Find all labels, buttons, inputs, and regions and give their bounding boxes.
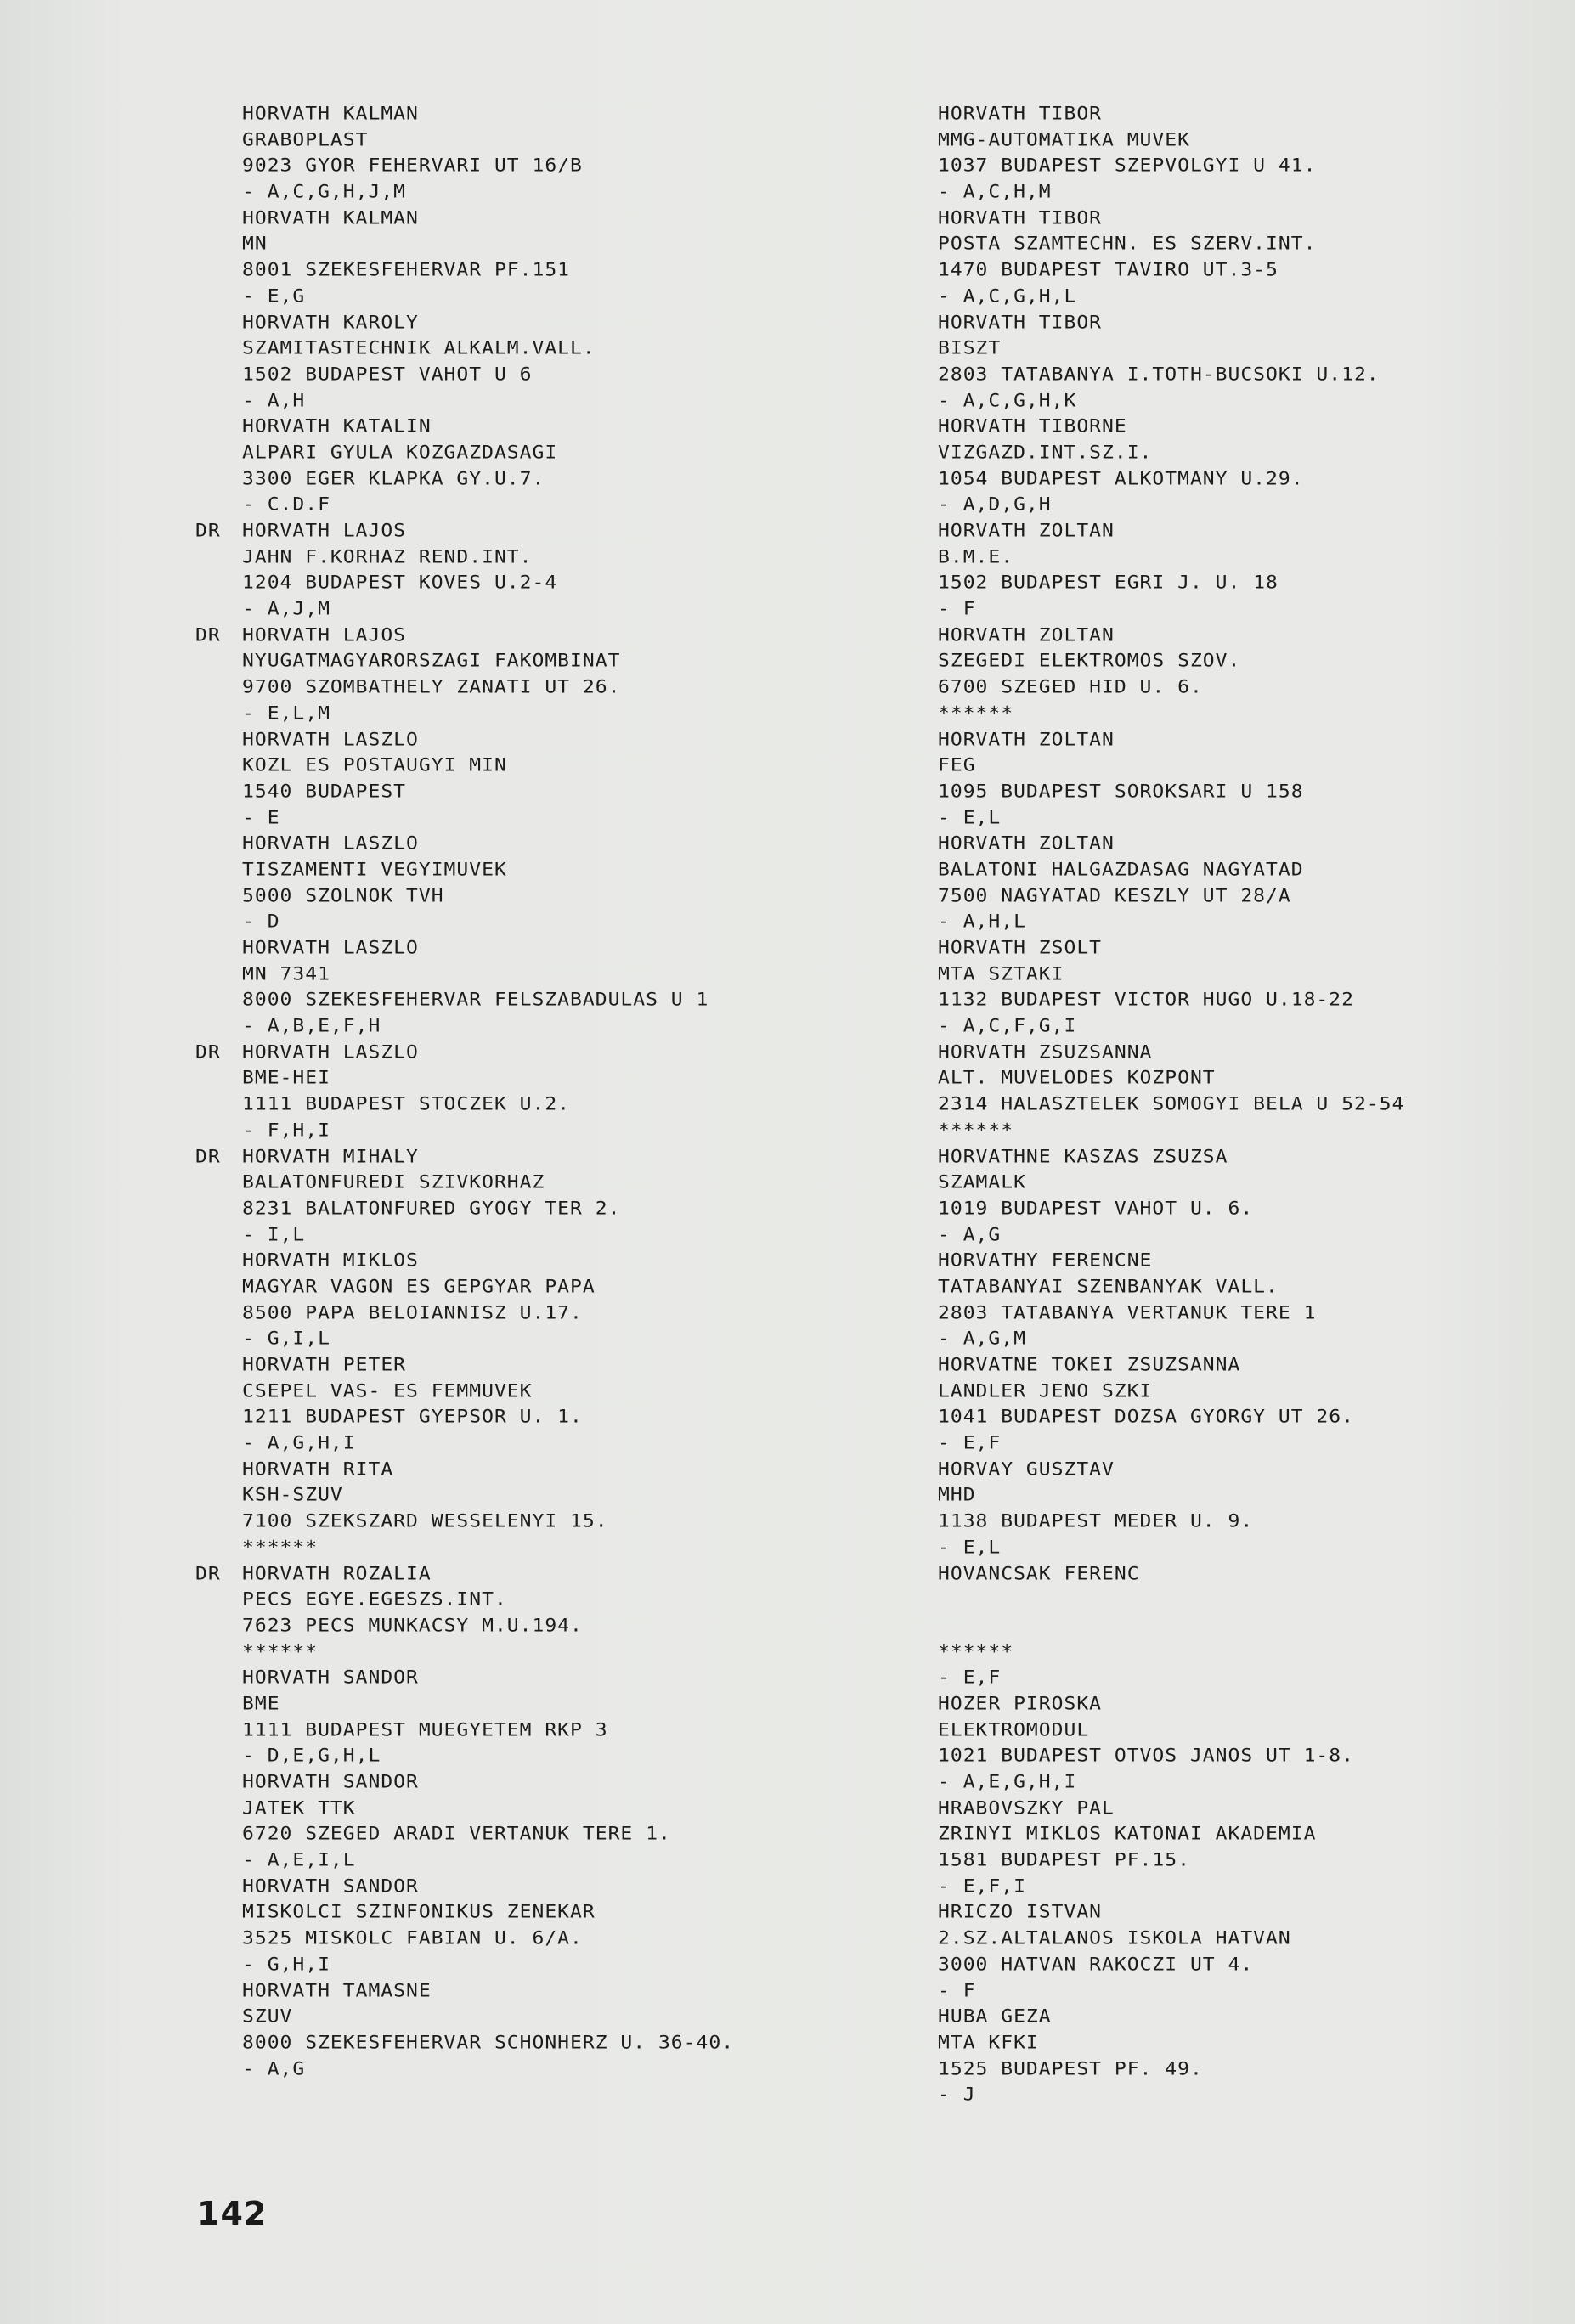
entry-line: HORVATH MIKLOS xyxy=(242,1250,419,1272)
entry-line: HORVATH ZOLTAN xyxy=(938,729,1115,750)
entry-line: MMG-AUTOMATIKA MUVEK xyxy=(938,129,1190,150)
left-column xyxy=(195,101,922,2082)
entry-line: 6700 SZEGED HID U. 6. xyxy=(938,677,1203,698)
directory-entry xyxy=(938,727,1550,832)
entry-line: ****** xyxy=(242,1537,319,1558)
entry-line: 7100 SZEKSZARD WESSELENYI 15. xyxy=(242,1511,608,1532)
entry-line: - A,B,E,F,H xyxy=(242,1016,381,1037)
entry-line: - A,G xyxy=(242,2058,306,2079)
directory-entry xyxy=(242,1769,922,1874)
entry-line: 8000 SZEKESFEHERVAR FELSZABADULAS U 1 xyxy=(242,990,709,1011)
entry-line: 6720 SZEGED ARADI VERTANUK TERE 1. xyxy=(242,1824,671,1845)
entry-line: JATEK TTK xyxy=(242,1797,356,1819)
entry-line: HORVATH LASZLO xyxy=(242,729,419,750)
entry-line: GRABOPLAST xyxy=(242,129,369,150)
directory-entry xyxy=(242,1665,922,1769)
entry-line: MN 7341 xyxy=(242,963,330,984)
entry-line: HORVATH LAJOS xyxy=(242,521,407,541)
entry-line: 3300 EGER KLAPKA GY.U.7. xyxy=(242,468,545,489)
directory-entry xyxy=(938,206,1550,310)
entry-line: HRICZO ISTVAN xyxy=(938,1902,1103,1923)
entry-line: HOZER PIROSKA xyxy=(938,1694,1103,1714)
entry-line: ALT. MUVELODES KOZPONT xyxy=(938,1068,1216,1089)
entry-line: MISKOLCI SZINFONIKUS ZENEKAR xyxy=(242,1902,596,1923)
entry-line: - A,C,H,M xyxy=(938,182,1052,203)
entry-line: ****** xyxy=(938,702,1014,724)
entry-line: - A,H xyxy=(242,390,306,411)
entry-line: - G,H,I xyxy=(242,1954,330,1975)
entry-line: HORVATH RITA xyxy=(242,1458,394,1480)
entry-line: 1111 BUDAPEST STOCZEK U.2. xyxy=(242,1094,571,1115)
entry-line: MAGYAR VAGON ES GEPGYAR PAPA xyxy=(242,1277,596,1297)
title-prefix: DR xyxy=(195,521,221,541)
entry-line: - A,G,M xyxy=(938,1328,1026,1350)
directory-entry xyxy=(242,310,922,415)
entry-line: 1041 BUDAPEST DOZSA GYORGY UT 26. xyxy=(938,1407,1354,1428)
entry-line: B.M.E. xyxy=(938,546,1014,567)
entry-line: TATABANYAI SZENBANYAK VALL. xyxy=(938,1277,1279,1297)
entry-line: 8001 SZEKESFEHERVAR PF.151 xyxy=(242,260,571,281)
entry-line: - A,D,G,H xyxy=(938,494,1052,516)
entry-line: 1054 BUDAPEST ALKOTMANY U.29. xyxy=(938,468,1304,489)
entry-line: 1021 BUDAPEST OTVOS JANOS UT 1-8. xyxy=(938,1746,1354,1767)
directory-entry xyxy=(938,623,1550,727)
entry-line: 1502 BUDAPEST VAHOT U 6 xyxy=(242,364,533,385)
entry-line: - D,E,G,H,L xyxy=(242,1746,381,1767)
directory-entry xyxy=(242,1248,922,1352)
page-number: 142 xyxy=(197,2195,268,2232)
entry-line: - E,F xyxy=(938,1433,1002,1454)
entry-line: HORVATHNE KASZAS ZSUZSA xyxy=(938,1146,1228,1167)
entry-line: HORVAY GUSZTAV xyxy=(938,1458,1115,1480)
directory-entry xyxy=(938,414,1550,518)
entry-line: SZUV xyxy=(242,2006,293,2028)
entry-line: HORVATH LAJOS xyxy=(242,624,407,646)
entry-line: SZAMALK xyxy=(938,1172,1026,1193)
entry-line: 9700 SZOMBATHELY ZANATI UT 26. xyxy=(242,677,621,698)
entry-line: BALATONFUREDI SZIVKORHAZ xyxy=(242,1172,545,1193)
entry-line: HRABOVSZKY PAL xyxy=(938,1797,1115,1819)
entry-line: - E xyxy=(242,807,280,828)
entry-line: HORVATH PETER xyxy=(242,1355,407,1375)
entry-line: ****** xyxy=(938,1641,1014,1662)
directory-entry xyxy=(195,1040,922,1144)
entry-line: SZEGEDI ELEKTROMOS SZOV. xyxy=(938,651,1241,672)
entry-line: HORVATH ROZALIA xyxy=(242,1563,432,1584)
directory-entry xyxy=(195,1561,922,1666)
directory-entry xyxy=(938,831,1550,935)
entry-line: HORVATNE TOKEI ZSUZSANNA xyxy=(938,1355,1241,1375)
entry-line: 1095 BUDAPEST SOROKSARI U 158 xyxy=(938,781,1304,802)
directory-entry xyxy=(938,1874,1550,1978)
entry-line: HORVATH ZOLTAN xyxy=(938,624,1115,646)
entry-line: - A,E,G,H,I xyxy=(938,1772,1077,1792)
directory-entry xyxy=(242,414,922,518)
entry-line: - A,C,G,H,L xyxy=(938,285,1077,307)
directory-entry xyxy=(195,1144,922,1249)
directory-entry xyxy=(938,1978,1550,2083)
entry-line: 8000 SZEKESFEHERVAR SCHONHERZ U. 36-40. xyxy=(242,2032,735,2053)
directory-entry xyxy=(242,1874,922,1978)
entry-line: HORVATH TIBOR xyxy=(938,207,1103,228)
directory-entry xyxy=(938,1144,1550,1249)
entry-line: 7623 PECS MUNKACSY M.U.194. xyxy=(242,1615,583,1636)
entry-line: HOVANCSAK FERENC xyxy=(938,1563,1140,1584)
entry-line: HORVATH KAROLY xyxy=(242,312,419,333)
directory-entry xyxy=(938,1561,1550,1666)
entry-line: - E,F xyxy=(938,1667,1002,1689)
entry-line: - F xyxy=(938,599,976,620)
entry-line: - A,H,L xyxy=(938,911,1026,933)
entry-line: 1470 BUDAPEST TAVIRO UT.3-5 xyxy=(938,260,1279,281)
entry-line: PECS EGYE.EGESZS.INT. xyxy=(242,1589,507,1610)
entry-line: HORVATH ZSUZSANNA xyxy=(938,1041,1153,1063)
entry-line: 1525 BUDAPEST PF. 49. xyxy=(938,2058,1203,2079)
entry-line: 1204 BUDAPEST KOVES U.2-4 xyxy=(242,573,558,594)
entry-line: HORVATH ZOLTAN xyxy=(938,521,1115,541)
entry-line: 5000 SZOLNOK TVH xyxy=(242,885,444,906)
entry-line: - F xyxy=(938,1980,976,2001)
entry-line: MHD xyxy=(938,1485,976,1506)
directory-entry xyxy=(938,935,1550,1040)
directory-entry xyxy=(938,1040,1550,1144)
directory-entry xyxy=(938,1769,1550,1874)
entry-line: 1138 BUDAPEST MEDER U. 9. xyxy=(938,1511,1254,1532)
directory-entry xyxy=(242,1978,922,2083)
entry-line: 1540 BUDAPEST xyxy=(242,781,407,802)
entry-line: 2314 HALASZTELEK SOMOGYI BELA U 52-54 xyxy=(938,1094,1405,1115)
entry-line: BISZT xyxy=(938,338,1002,359)
entry-line: MTA KFKI xyxy=(938,2032,1039,2053)
entry-line: 2803 TATABANYA I.TOTH-BUCSOKI U.12. xyxy=(938,364,1380,385)
entry-line: HUBA GEZA xyxy=(938,2006,1052,2028)
entry-line xyxy=(938,1588,1550,1611)
directory-entry xyxy=(938,2082,1550,2108)
entry-line: 1502 BUDAPEST EGRI J. U. 18 xyxy=(938,573,1279,594)
entry-line: 9023 GYOR FEHERVARI UT 16/B xyxy=(242,155,583,177)
directory-entry xyxy=(938,1665,1550,1769)
directory-entry xyxy=(938,518,1550,623)
entry-line xyxy=(938,1614,1550,1638)
entry-line: - A,C,G,H,J,M xyxy=(242,182,407,203)
entry-line: NYUGATMAGYARORSZAGI FAKOMBINAT xyxy=(242,651,621,672)
entry-line: HORVATH ZOLTAN xyxy=(938,833,1115,855)
entry-line: - A,J,M xyxy=(242,599,330,620)
entry-line: HORVATHY FERENCNE xyxy=(938,1250,1153,1272)
entry-line: 1037 BUDAPEST SZEPVOLGYI U 41. xyxy=(938,155,1317,177)
entry-line: - A,C,F,G,I xyxy=(938,1016,1077,1037)
directory-entry xyxy=(938,101,1550,206)
directory-entry xyxy=(242,101,922,206)
entry-line: 1581 BUDAPEST PF.15. xyxy=(938,1850,1190,1871)
entry-line: HORVATH SANDOR xyxy=(242,1876,419,1897)
directory-entry xyxy=(938,1352,1550,1457)
entry-line: ELEKTROMODUL xyxy=(938,1719,1090,1740)
entry-line: TISZAMENTI VEGYIMUVEK xyxy=(242,860,507,880)
entry-line: 2803 TATABANYA VERTANUK TERE 1 xyxy=(938,1302,1317,1323)
entry-line: HORVATH TIBOR xyxy=(938,104,1103,124)
entry-line: 2.SZ.ALTALANOS ISKOLA HATVAN xyxy=(938,1928,1291,1949)
entry-line: 3000 HATVAN RAKOCZI UT 4. xyxy=(938,1954,1254,1975)
entry-line: ALPARI GYULA KOZGAZDASAGI xyxy=(242,443,558,463)
entry-line: BME xyxy=(242,1694,280,1714)
directory-entry xyxy=(242,1457,922,1561)
entry-line: HORVATH LASZLO xyxy=(242,1041,419,1063)
entry-line: - A,C,G,H,K xyxy=(938,390,1077,411)
entry-line: LANDLER JENO SZKI xyxy=(938,1380,1153,1402)
entry-line: - C.D.F xyxy=(242,494,330,516)
entry-line: 8231 BALATONFURED GYOGY TER 2. xyxy=(242,1198,621,1219)
directory-entry xyxy=(242,1352,922,1457)
entry-line: KSH-SZUV xyxy=(242,1485,343,1506)
entry-line: HORVATH KATALIN xyxy=(242,416,432,437)
entry-line: BALATONI HALGAZDASAG NAGYATAD xyxy=(938,860,1304,880)
title-prefix: DR xyxy=(195,624,221,646)
entry-line: MN xyxy=(242,234,268,255)
entry-line: 1132 BUDAPEST VICTOR HUGO U.18-22 xyxy=(938,990,1354,1011)
entry-line: CSEPEL VAS- ES FEMMUVEK xyxy=(242,1380,533,1402)
entry-line: HORVATH KALMAN xyxy=(242,104,419,124)
entry-line: - J xyxy=(938,2084,976,2106)
entry-line: ****** xyxy=(938,1120,1014,1141)
directory-entry xyxy=(242,727,922,832)
entry-line: VIZGAZD.INT.SZ.I. xyxy=(938,443,1153,463)
entry-line: HORVATH KALMAN xyxy=(242,207,419,228)
directory-entry xyxy=(938,310,1550,415)
directory-entry xyxy=(938,1457,1550,1561)
directory-entry xyxy=(242,206,922,310)
entry-line: - E,L,M xyxy=(242,702,330,724)
entry-line: - F,H,I xyxy=(242,1120,330,1141)
entry-line: - D xyxy=(242,911,280,933)
entry-line: HORVATH MIHALY xyxy=(242,1146,419,1167)
entry-line: 1111 BUDAPEST MUEGYETEM RKP 3 xyxy=(242,1719,608,1740)
entry-line: - A,E,I,L xyxy=(242,1850,356,1871)
title-prefix: DR xyxy=(195,1041,221,1063)
entry-line: - E,F,I xyxy=(938,1876,1026,1897)
right-column xyxy=(938,101,1550,2108)
directory-entry xyxy=(938,1248,1550,1352)
entry-line: - A,G xyxy=(938,1224,1002,1245)
entry-line: ZRINYI MIKLOS KATONAI AKADEMIA xyxy=(938,1824,1317,1845)
entry-line: - E,L xyxy=(938,1537,1002,1558)
entry-line: - E,G xyxy=(242,285,306,307)
entry-line: HORVATH TIBORNE xyxy=(938,416,1127,437)
entry-line: ****** xyxy=(242,1641,319,1662)
entry-line: HORVATH TIBOR xyxy=(938,312,1103,333)
entry-line: 8500 PAPA BELOIANNISZ U.17. xyxy=(242,1302,583,1323)
title-prefix: DR xyxy=(195,1146,221,1167)
entry-line: POSTA SZAMTECHN. ES SZERV.INT. xyxy=(938,234,1317,255)
entry-line: 7500 NAGYATAD KESZLY UT 28/A xyxy=(938,885,1291,906)
entry-line: - A,G,H,I xyxy=(242,1433,356,1454)
entry-line: 1019 BUDAPEST VAHOT U. 6. xyxy=(938,1198,1254,1219)
entry-line: - G,I,L xyxy=(242,1328,330,1350)
entry-line: HORVATH SANDOR xyxy=(242,1772,419,1792)
entry-line: SZAMITASTECHNIK ALKALM.VALL. xyxy=(242,338,596,359)
directory-entry xyxy=(242,935,922,1040)
entry-line: BME-HEI xyxy=(242,1068,330,1089)
entry-line: HORVATH TAMASNE xyxy=(242,1980,432,2001)
entry-line: HORVATH SANDOR xyxy=(242,1667,419,1689)
entry-line: JAHN F.KORHAZ REND.INT. xyxy=(242,546,533,567)
entry-line: HORVATH ZSOLT xyxy=(938,938,1103,958)
entry-line: - I,L xyxy=(242,1224,306,1245)
entry-line: 3525 MISKOLC FABIAN U. 6/A. xyxy=(242,1928,583,1949)
entry-line: KOZL ES POSTAUGYI MIN xyxy=(242,755,507,776)
entry-line: HORVATH LASZLO xyxy=(242,938,419,958)
directory-entry xyxy=(195,623,922,727)
entry-line: 1211 BUDAPEST GYEPSOR U. 1. xyxy=(242,1407,583,1428)
entry-line: HORVATH LASZLO xyxy=(242,833,419,855)
directory-entry xyxy=(195,518,922,623)
entry-line: - E,L xyxy=(938,807,1002,828)
entry-line: FEG xyxy=(938,755,976,776)
directory-entry xyxy=(242,831,922,935)
entry-line: MTA SZTAKI xyxy=(938,963,1064,984)
title-prefix: DR xyxy=(195,1563,221,1584)
